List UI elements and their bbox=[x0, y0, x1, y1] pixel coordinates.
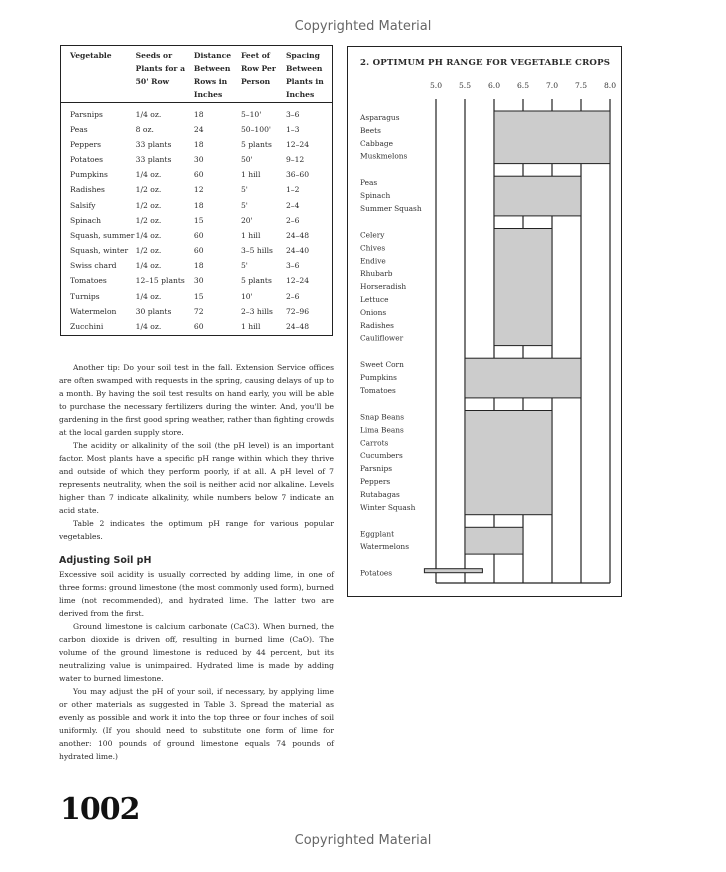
column-header-line: Plants for a bbox=[135, 64, 185, 73]
tick-label: 8.0 bbox=[603, 81, 617, 90]
table-body bbox=[61, 103, 332, 335]
tick-label: 6.0 bbox=[487, 81, 501, 90]
table-cell: 30 plants bbox=[135, 306, 172, 316]
crop-label: Carrots bbox=[360, 438, 389, 448]
crop-label: Radishes bbox=[360, 320, 394, 330]
table-cell: 12–24 bbox=[285, 139, 310, 149]
table-cell: 24–48 bbox=[285, 322, 310, 332]
column-header-line: Between bbox=[193, 64, 231, 73]
table-cell: Pumpkins bbox=[70, 170, 108, 180]
table-cell: 2–4 bbox=[285, 200, 300, 210]
crop-label: Lettuce bbox=[360, 295, 389, 304]
crop-label: Sweet Corn bbox=[360, 360, 404, 370]
column-header-line: Plants in bbox=[285, 77, 324, 86]
table-cell: 12–24 bbox=[285, 276, 310, 286]
table-cell: 1–2 bbox=[285, 185, 300, 195]
table-row bbox=[61, 273, 332, 288]
table-cell: Parsnips bbox=[70, 109, 103, 119]
column-header-line: 50' Row bbox=[135, 77, 170, 86]
table-cell: 9–12 bbox=[285, 154, 305, 164]
crop-label: Snap Beans bbox=[360, 412, 405, 422]
table-row bbox=[61, 152, 332, 167]
crop-label: Rhubarb bbox=[360, 269, 393, 279]
table-cell: 60 bbox=[193, 230, 204, 240]
table-cell: 24–40 bbox=[285, 246, 310, 256]
table-cell: Spinach bbox=[70, 215, 102, 225]
table-cell: 2–3 hills bbox=[240, 306, 273, 316]
column-header bbox=[241, 46, 286, 103]
table-cell: 15 bbox=[193, 291, 204, 301]
crop-label: Cabbage bbox=[360, 138, 394, 148]
paragraph: Another tip: Do your soil test in the fall. Extension Service offices are often swamped with requests in the spring, causing delays of up to a month. By having the soil test results on hand early, you will be able to purchase the necessary fertilizers during the winter. And, you'll be gardening in the first good spring weather, rather than fighting crowds at the local garden supply store. bbox=[59, 363, 334, 437]
table-cell: 1/4 oz. bbox=[135, 261, 162, 271]
crop-label: Eggplant bbox=[360, 529, 395, 539]
paragraph: The acidity or alkalinity of the soil (the pH level) is an important factor. Most plants have a specific pH range within which they thrive and outside of which they perform poorly, if at all. A pH level of 7 represents neutrality, when the soil is neither acid nor alkaline. Levels higher than 7 indicate alkalinity, while numbers below 7 indicate an acid state. bbox=[59, 441, 334, 515]
column-header-line: Row Per bbox=[240, 64, 276, 73]
crop-label: Beets bbox=[360, 125, 381, 135]
table-row bbox=[61, 304, 332, 319]
table-cell: 1 hill bbox=[240, 322, 261, 332]
column-header-line: Spacing bbox=[285, 51, 320, 60]
table-cell: Turnips bbox=[70, 291, 100, 301]
table-row bbox=[61, 197, 332, 212]
table-cell: Peas bbox=[70, 124, 88, 134]
table-cell: 18 bbox=[193, 261, 204, 271]
section-heading: Adjusting Soil pH bbox=[59, 555, 152, 566]
table-row bbox=[61, 319, 332, 334]
column-header-line: Inches bbox=[193, 90, 223, 99]
ph-range-bar bbox=[465, 527, 523, 554]
tick-label: 6.5 bbox=[516, 81, 530, 90]
paragraph: You may adjust the pH of your soil, if necessary, by applying lime or other materials as suggested in Table 3. Spread the material as evenly as possible and work it into the top three or four inches of soil uniformly. (If you should need to substitute one form of lime for another: 100 pounds of ground limestone equals 74 pounds of hydrated lime.) bbox=[59, 687, 334, 761]
table-row bbox=[61, 122, 332, 137]
table-cell: 1/2 oz. bbox=[135, 185, 162, 195]
crop-label: Endive bbox=[360, 256, 386, 266]
column-header bbox=[286, 46, 332, 103]
crop-label: Lima Beans bbox=[360, 425, 404, 435]
table-row bbox=[61, 258, 332, 273]
table-cell: 3–6 bbox=[285, 261, 300, 271]
table-cell: Watermelon bbox=[70, 306, 117, 316]
table-cell: 18 bbox=[193, 109, 204, 119]
table-row bbox=[61, 289, 332, 304]
table-cell: 50' bbox=[240, 154, 253, 164]
column-header-line: Person bbox=[240, 77, 271, 86]
table-cell: 12–15 plants bbox=[135, 276, 185, 286]
table-cell: 18 bbox=[193, 139, 204, 149]
table-cell: 12 bbox=[193, 185, 204, 195]
table-cell: 3–5 hills bbox=[240, 246, 273, 256]
table-cell: 10' bbox=[240, 291, 253, 301]
table-cell: 1/4 oz. bbox=[135, 230, 162, 240]
crop-label: Peas bbox=[360, 178, 378, 188]
table-cell: Tomatoes bbox=[70, 276, 107, 286]
table-row bbox=[61, 228, 332, 243]
crop-label: Asparagus bbox=[360, 113, 400, 122]
copyright-footer: Copyrighted Material bbox=[294, 833, 432, 848]
copyright-header: Copyrighted Material bbox=[294, 19, 432, 34]
table-cell: 2–6 bbox=[285, 215, 300, 225]
table-cell: 5–10' bbox=[240, 109, 262, 119]
table-cell: Peppers bbox=[70, 139, 102, 149]
column-header-line: Rows in bbox=[193, 77, 228, 86]
table-cell: 60 bbox=[193, 322, 204, 332]
crop-label: Watermelons bbox=[360, 542, 409, 552]
tick-label: 5.0 bbox=[429, 81, 443, 90]
crop-label: Horseradish bbox=[360, 282, 407, 292]
table-cell: 60 bbox=[193, 170, 204, 180]
column-header-line: Between bbox=[285, 64, 323, 73]
body-text bbox=[59, 361, 334, 763]
table-cell: 36–60 bbox=[285, 170, 310, 180]
table-cell: 5' bbox=[240, 200, 248, 210]
crop-label: Peppers bbox=[360, 477, 391, 486]
column-header-line: Seeds or bbox=[135, 51, 173, 60]
table-row bbox=[61, 137, 332, 152]
column-header bbox=[194, 46, 241, 103]
table-cell: Squash, winter bbox=[70, 246, 129, 256]
chart-title: 2. OPTIMUM PH RANGE FOR VEGETABLE CROPS bbox=[360, 58, 611, 68]
table-cell: 5 plants bbox=[240, 276, 272, 286]
crop-label: Celery bbox=[360, 230, 385, 240]
crop-label: Summer Squash bbox=[360, 204, 422, 213]
table-cell: 1/4 oz. bbox=[135, 109, 162, 119]
table-cell: 5 plants bbox=[240, 139, 272, 149]
table-cell: Potatoes bbox=[70, 154, 103, 164]
crop-label: Parsnips bbox=[360, 464, 393, 474]
table-cell: 20' bbox=[240, 215, 253, 225]
table-row bbox=[61, 182, 332, 197]
table-cell: 1 hill bbox=[240, 230, 261, 240]
table-cell: 50–100' bbox=[240, 124, 271, 134]
table-header-row bbox=[61, 46, 332, 103]
paragraph: Ground limestone is calcium carbonate (CaC3). When burned, the carbon dioxide is driven off, resulting in burned lime (CaO). The volume of the ground limestone is reduced by 44 percent, but its neutralizing value is unimpaired. Hydrated lime is made by adding water to burned limestone. bbox=[59, 622, 334, 683]
column-header bbox=[136, 46, 194, 103]
table-cell: 5' bbox=[240, 185, 248, 195]
table-cell: 30 bbox=[193, 154, 204, 164]
table-cell: 3–6 bbox=[285, 109, 300, 119]
table-cell: Swiss chard bbox=[70, 261, 117, 271]
table-cell: 1/4 oz. bbox=[135, 322, 162, 332]
table-cell: 2–6 bbox=[285, 291, 300, 301]
crop-label: Muskmelons bbox=[360, 151, 408, 161]
table-cell: 15 bbox=[193, 215, 204, 225]
table-cell: 60 bbox=[193, 246, 204, 256]
crop-label: Onions bbox=[360, 307, 387, 317]
column-header-line: Feet of bbox=[240, 51, 271, 60]
table-cell: 33 plants bbox=[135, 139, 172, 149]
table-row bbox=[61, 103, 332, 122]
chart-canvas bbox=[348, 47, 623, 598]
crop-label: Cucumbers bbox=[360, 451, 403, 461]
table-cell: 1/2 oz. bbox=[135, 246, 162, 256]
paragraph: Excessive soil acidity is usually corrected by adding lime, in one of three forms: ground limestone (the most commonly used form), burned lime (not recommended), and hydrated lime. The latter two are derived from the first. bbox=[59, 570, 335, 618]
ph-range-bar bbox=[465, 358, 581, 398]
vegetable-planting-table bbox=[60, 45, 333, 336]
table-cell: 30 bbox=[193, 276, 204, 286]
crop-label: Pumpkins bbox=[360, 373, 397, 383]
table-cell: 72–96 bbox=[285, 306, 310, 316]
column-header bbox=[61, 46, 136, 103]
column-header-line: Inches bbox=[285, 90, 315, 99]
table-cell: 1 hill bbox=[240, 170, 261, 180]
vegetable-table bbox=[61, 46, 332, 334]
table-cell: Radishes bbox=[70, 185, 105, 195]
table-cell: 1–3 bbox=[285, 124, 300, 134]
ph-range-bar bbox=[424, 569, 482, 573]
table-cell: Salsify bbox=[70, 200, 96, 210]
table-row bbox=[61, 213, 332, 228]
table-cell: 1/4 oz. bbox=[135, 170, 162, 180]
page-number: 1002 bbox=[60, 792, 140, 827]
table-cell: Squash, summer bbox=[70, 230, 135, 240]
table-cell: 24–48 bbox=[285, 230, 310, 240]
column-header-line: Vegetable bbox=[70, 51, 112, 60]
tick-label: 7.0 bbox=[545, 81, 559, 90]
paragraph: Table 2 indicates the optimum pH range for various popular vegetables. bbox=[59, 519, 334, 541]
crop-label: Winter Squash bbox=[360, 502, 416, 512]
table-cell: 8 oz. bbox=[135, 124, 154, 134]
table-row bbox=[61, 167, 332, 182]
table-cell: Zucchini bbox=[70, 322, 104, 332]
ph-range-bar bbox=[494, 111, 610, 164]
table-cell: 1/2 oz. bbox=[135, 200, 162, 210]
table-cell: 33 plants bbox=[135, 154, 172, 164]
ph-range-bar bbox=[494, 176, 581, 216]
ph-range-bar bbox=[465, 411, 552, 515]
crop-label: Tomatoes bbox=[360, 386, 396, 395]
table-cell: 18 bbox=[193, 200, 204, 210]
table-cell: 1/2 oz. bbox=[135, 215, 162, 225]
table-cell: 5' bbox=[240, 261, 248, 271]
table-cell: 1/4 oz. bbox=[135, 291, 162, 301]
crop-label: Rutabagas bbox=[360, 489, 400, 499]
table-cell: 24 bbox=[193, 124, 204, 134]
column-header-line: Distance bbox=[193, 51, 232, 60]
ph-range-bar bbox=[494, 229, 552, 346]
tick-label: 5.5 bbox=[458, 81, 472, 90]
table-row bbox=[61, 243, 332, 258]
crop-label: Potatoes bbox=[360, 568, 393, 578]
table-cell: 72 bbox=[193, 306, 204, 316]
crop-label: Cauliflower bbox=[360, 333, 404, 343]
crop-label: Chives bbox=[360, 243, 386, 253]
tick-label: 7.5 bbox=[574, 81, 588, 90]
crop-label: Spinach bbox=[360, 191, 391, 201]
ph-range-chart bbox=[347, 46, 622, 597]
